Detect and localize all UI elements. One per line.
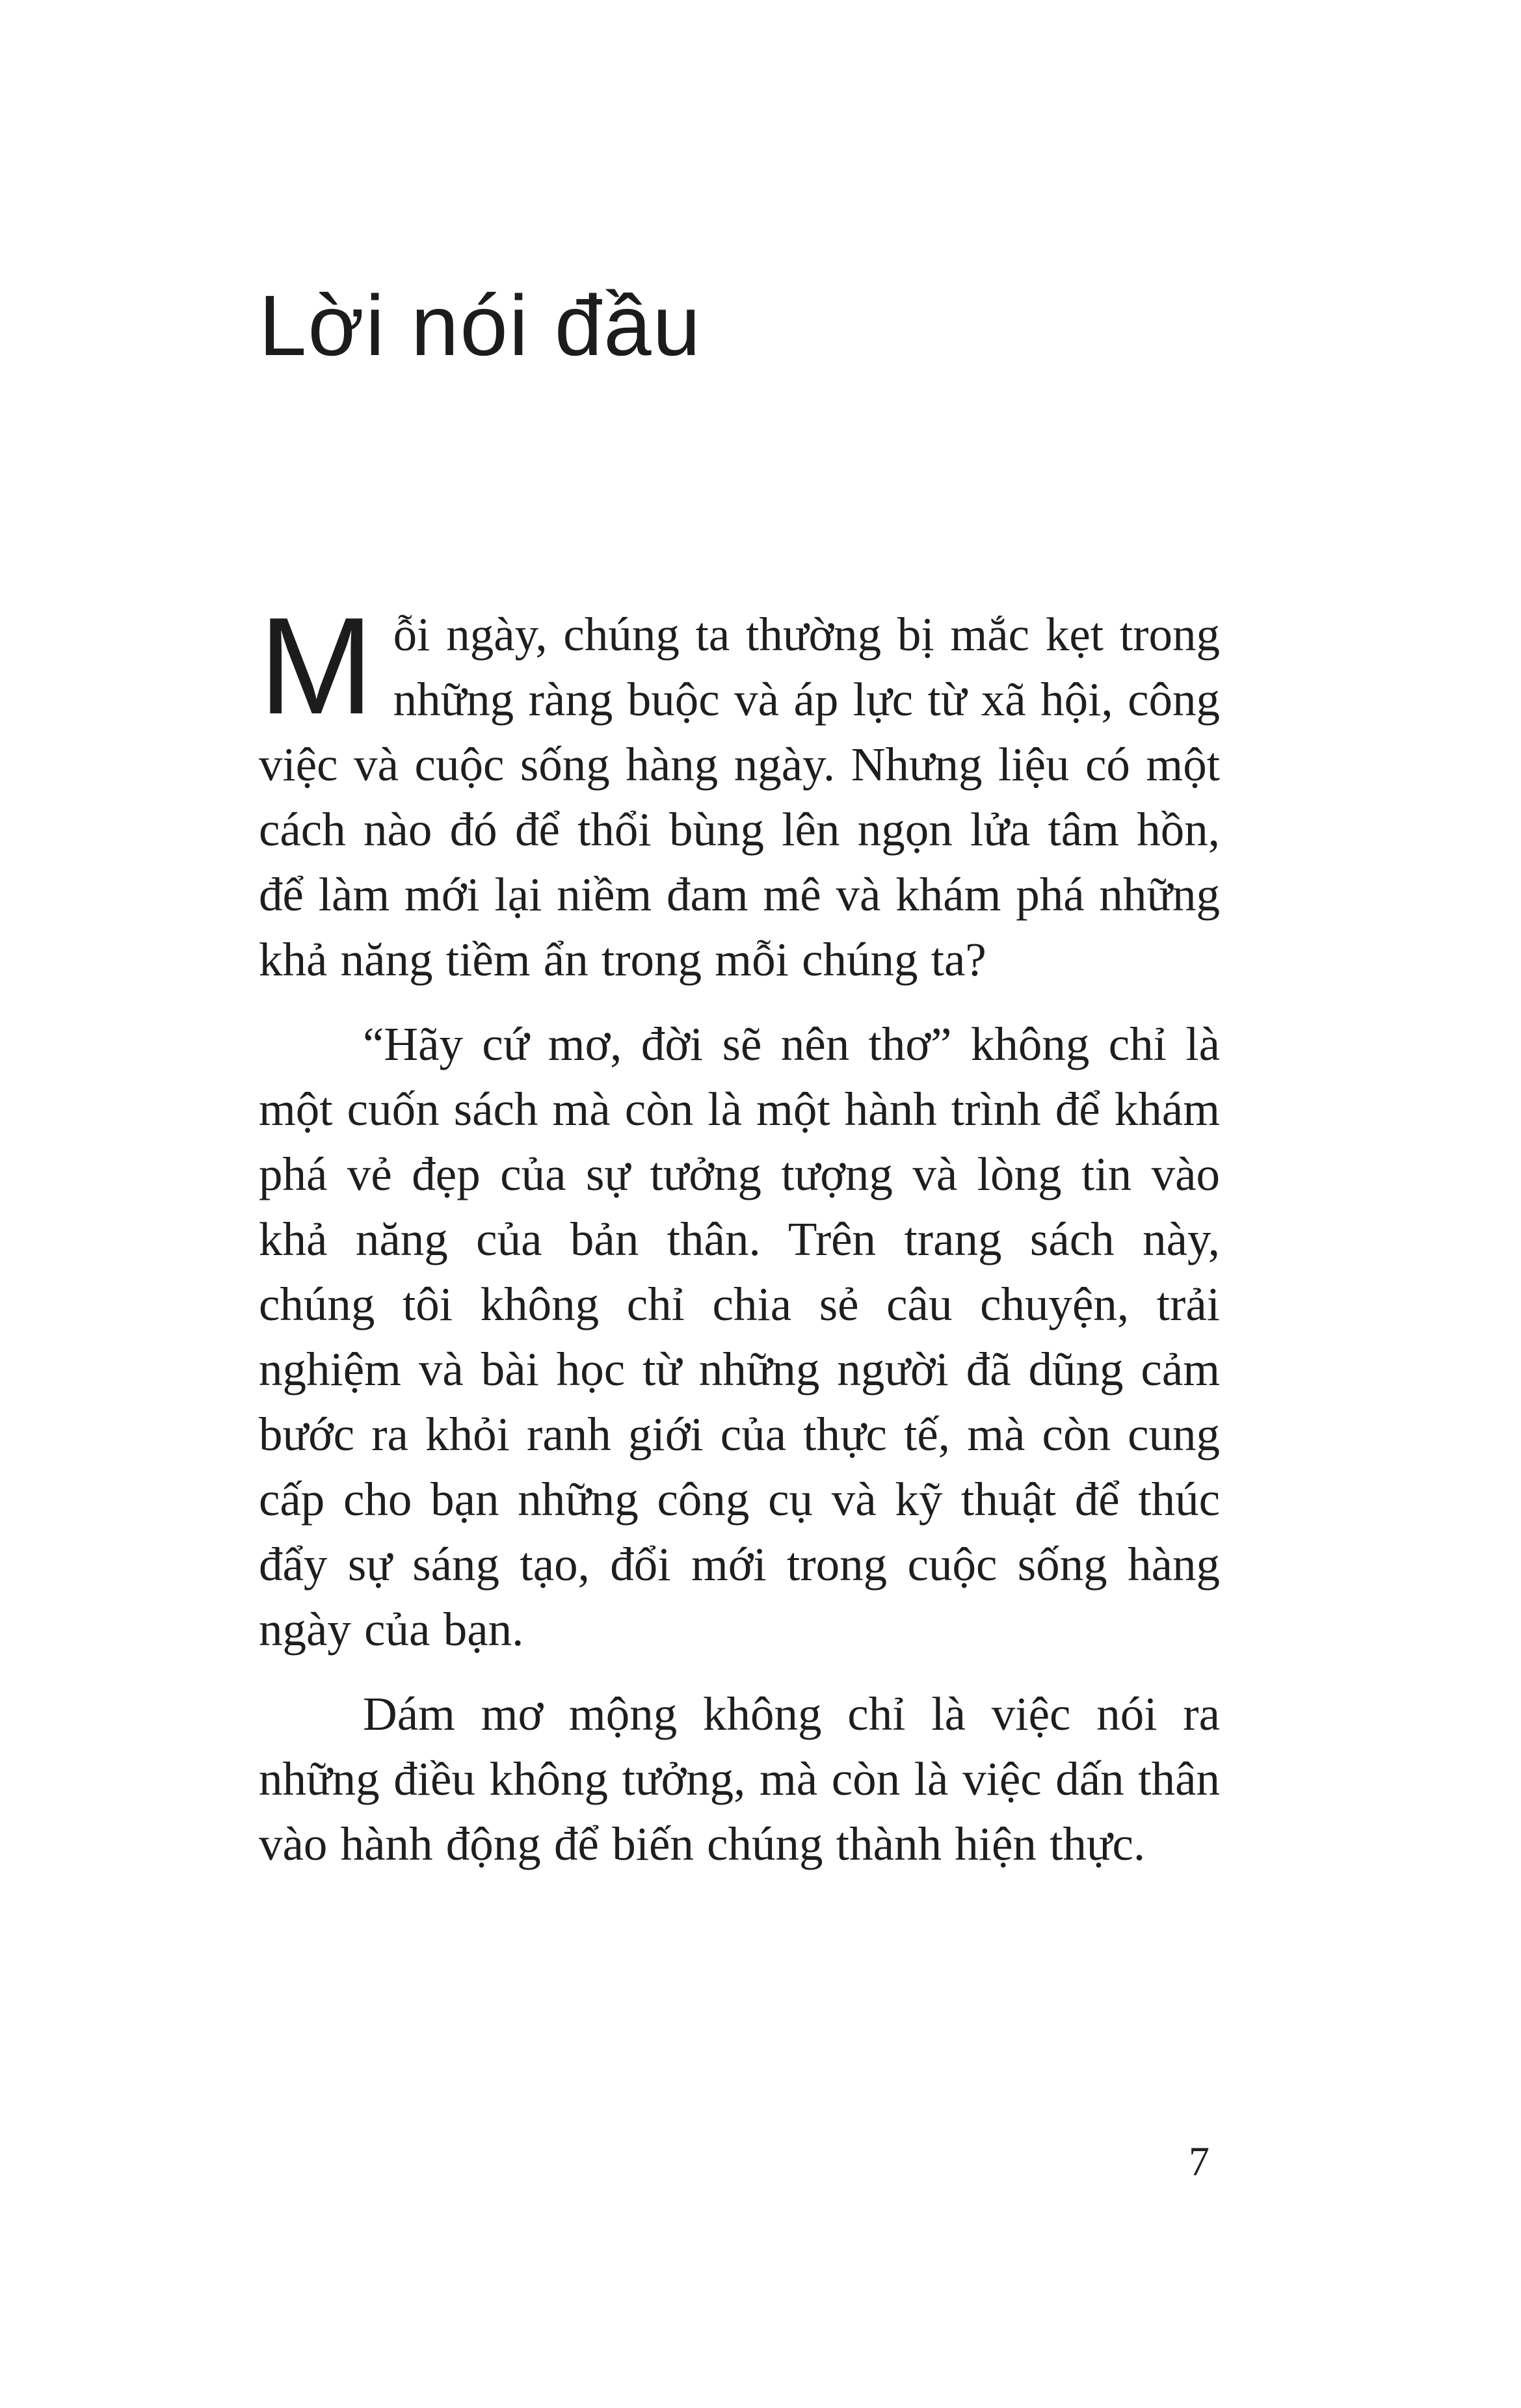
paragraph-1-text: ỗi ngày, chúng ta thường bị mắc kẹt trong những ràng buộc và áp lực từ xã hội, công việc và cuộc sống hàng ngày. Nhưng liệu có một cách nào đó để thổi bùng lên ngọn lửa tâm hồn, để làm mới lại niềm đam mê và khám phá những khả năng tiềm ẩn trong mỗi chúng ta?	[259, 608, 1220, 986]
paragraph-2: “Hãy cứ mơ, đời sẽ nên thơ” không chỉ là một cuốn sách mà còn là một hành trình để khám phá vẻ đẹp của sự tưởng tượng và lòng tin vào khả năng của bản thân. Trên trang sách này, chúng tôi không chỉ chia sẻ câu chuyện, trải nghiệm và bài học từ những người đã dũng cảm bước ra khỏi ranh giới của thực tế, mà còn cung cấp cho bạn những công cụ và kỹ thuật để thúc đẩy sự sáng tạo, đổi mới trong cuộc sống hàng ngày của bạn.	[259, 1018, 1220, 1656]
paragraph-3: Dám mơ mộng không chỉ là việc nói ra những điều không tưởng, mà còn là việc dấn thân vào hành động để biến chúng thành hiện thực.	[259, 1687, 1220, 1870]
chapter-title: Lời nói đầu	[259, 278, 702, 373]
paragraph-1	[259, 589, 1220, 992]
page-number: 7	[1189, 2138, 1210, 2184]
body-text	[259, 589, 1220, 1896]
drop-cap: M	[259, 589, 374, 743]
